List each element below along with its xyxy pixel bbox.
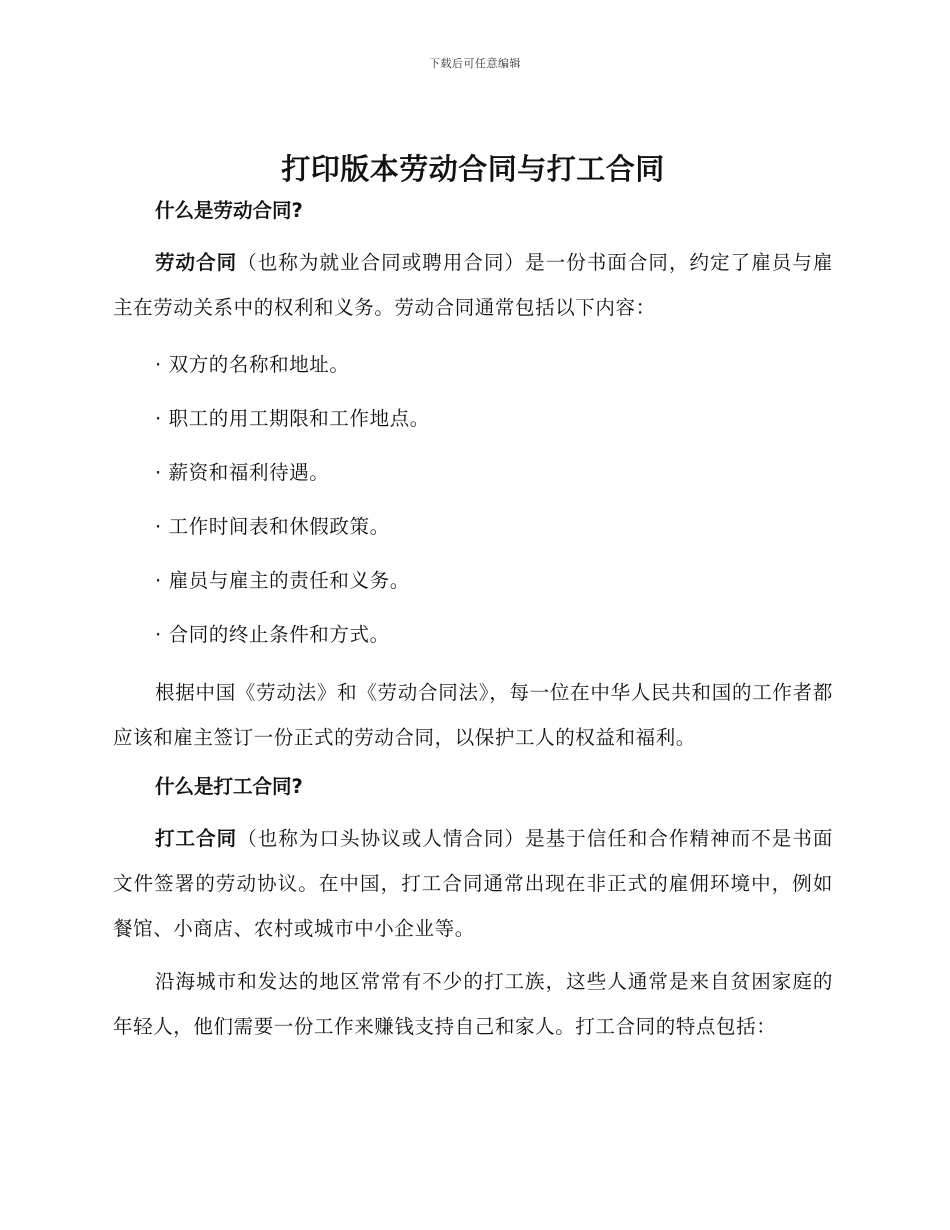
section1-bullet-list <box>113 338 833 662</box>
document-body <box>113 146 833 1049</box>
list-item: · 双方的名称和地址。 <box>155 353 350 376</box>
section1-closing: 根据中国《劳动法》和《劳动合同法》，每一位在中华人民共和国的工作者都应该和雇主签订一份正式的劳动合同，以保护工人的权益和福利。 <box>113 681 833 749</box>
section2-intro <box>113 816 833 951</box>
list-item: · 薪资和福利待遇。 <box>155 461 330 484</box>
section1-intro <box>113 240 833 330</box>
list-item: · 雇员与雇主的责任和义务。 <box>155 569 410 592</box>
document-title: 打印版本劳动合同与打工合同 <box>281 152 665 186</box>
section1-heading: 什么是劳动合同? <box>155 199 303 222</box>
section1-intro-term: 劳动合同 <box>155 251 238 274</box>
header-note: 下载后可任意编辑 <box>429 57 521 70</box>
section2-intro-text: （也称为口头协议或人情合同）是基于信任和合作精神而不是书面文件签署的劳动协议。在中国，打工合同通常出现在非正式的雇佣环境中，例如餐馆、小商店、农村或城市中小企业等。 <box>113 827 834 940</box>
list-item: · 合同的终止条件和方式。 <box>155 623 390 646</box>
section2-closing: 沿海城市和发达的地区常常有不少的打工族，这些人通常是来自贫困家庭的年轻人，他们需要一份工作来赚钱支持自己和家人。打工合同的特点包括： <box>113 970 833 1038</box>
section1-intro-text: （也称为就业合同或聘用合同）是一份书面合同，约定了雇员与雇主在劳动关系中的权利和义务。劳动合同通常包括以下内容： <box>113 251 834 319</box>
section2-intro-term: 打工合同 <box>155 827 238 850</box>
list-item: · 职工的用工期限和工作地点。 <box>155 407 430 430</box>
section2-heading: 什么是打工合同? <box>155 775 303 798</box>
list-item: · 工作时间表和休假政策。 <box>155 515 390 538</box>
